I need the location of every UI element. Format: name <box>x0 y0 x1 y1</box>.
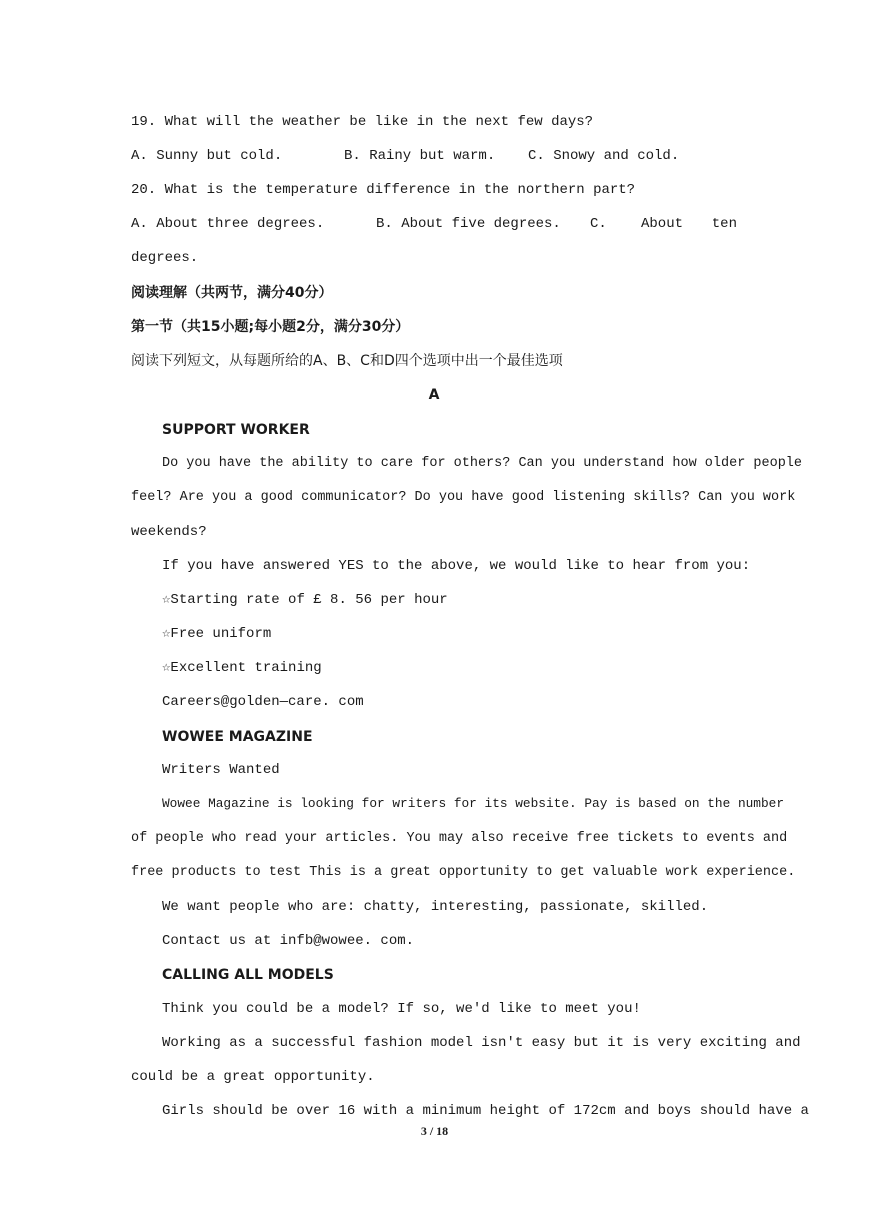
question-20-option-c-wrap: degrees. <box>131 250 199 266</box>
ad1-bullet: ☆Starting rate of £ 8. 56 per hour <box>162 592 448 608</box>
ad1-title: SUPPORT WORKER <box>162 422 310 438</box>
ad1-bullet: ☆Excellent training <box>162 660 322 676</box>
ad1-paragraph-line: feel? Are you a good communicator? Do you have good listening skills? Can you work <box>131 490 796 505</box>
question-20-stem: 20. What is the temperature difference in the northern part? <box>131 182 636 198</box>
question-19-stem: 19. What will the weather be like in the next few days? <box>131 114 594 130</box>
ad3-paragraph-line: could be a great opportunity. <box>131 1069 375 1085</box>
question-20-option-c-letter: C. <box>590 216 607 232</box>
ad2-contact: Contact us at infb@wowee. com. <box>162 933 415 949</box>
ad3-title: CALLING ALL MODELS <box>162 967 334 983</box>
passage-label: A <box>428 387 440 403</box>
page-number: 3 / 18 <box>420 1124 449 1138</box>
question-19-option-b: B. Rainy but warm. <box>344 148 496 164</box>
ad1-call-to-action: If you have answered YES to the above, we would like to hear from you: <box>162 558 751 574</box>
ad1-bullet: ☆Free uniform <box>162 626 272 642</box>
ad1-paragraph-line: weekends? <box>131 524 207 540</box>
ad2-paragraph-line: Wowee Magazine is looking for writers for its website. Pay is based on the number <box>162 796 785 811</box>
question-20-option-c-word2: ten <box>711 216 737 232</box>
ad3-requirements: Girls should be over 16 with a minimum height of 172cm and boys should have a <box>162 1103 809 1119</box>
ad2-title: WOWEE MAGAZINE <box>162 729 313 745</box>
ad1-contact: Careers@golden—care. com <box>162 694 364 710</box>
question-19-option-a: A. Sunny but cold. <box>131 148 283 164</box>
ad3-intro: Think you could be a model? If so, we'd like to meet you! <box>162 1001 641 1017</box>
ad2-paragraph-line: of people who read your articles. You may also receive free tickets to events and <box>131 831 788 846</box>
question-20-option-b: B. About five degrees. <box>376 216 561 232</box>
question-19-options <box>131 146 737 166</box>
part-heading: 第一节（共15小题;每小题2分，满分30分） <box>131 319 410 335</box>
instruction: 阅读下列短文，从每题所给的A、B、C和D四个选项中出一个最佳选项 <box>131 353 563 369</box>
question-19-option-c: C. Snowy and cold. <box>528 148 680 164</box>
ad2-subtitle: Writers Wanted <box>162 762 280 778</box>
ad3-paragraph-line: Working as a successful fashion model isn't easy but it is very exciting and <box>162 1035 801 1051</box>
question-20-option-a: A. About three degrees. <box>131 216 325 232</box>
ad2-paragraph-line: free products to test This is a great opportunity to get valuable work experience. <box>131 865 796 880</box>
ad1-paragraph-line: Do you have the ability to care for others? Can you understand how older people <box>162 456 803 471</box>
question-20-option-c-word1: About <box>641 216 684 232</box>
ad2-requirements: We want people who are: chatty, interesting, passionate, skilled. <box>162 899 709 915</box>
section-heading: 阅读理解（共两节，满分40分） <box>131 285 333 301</box>
